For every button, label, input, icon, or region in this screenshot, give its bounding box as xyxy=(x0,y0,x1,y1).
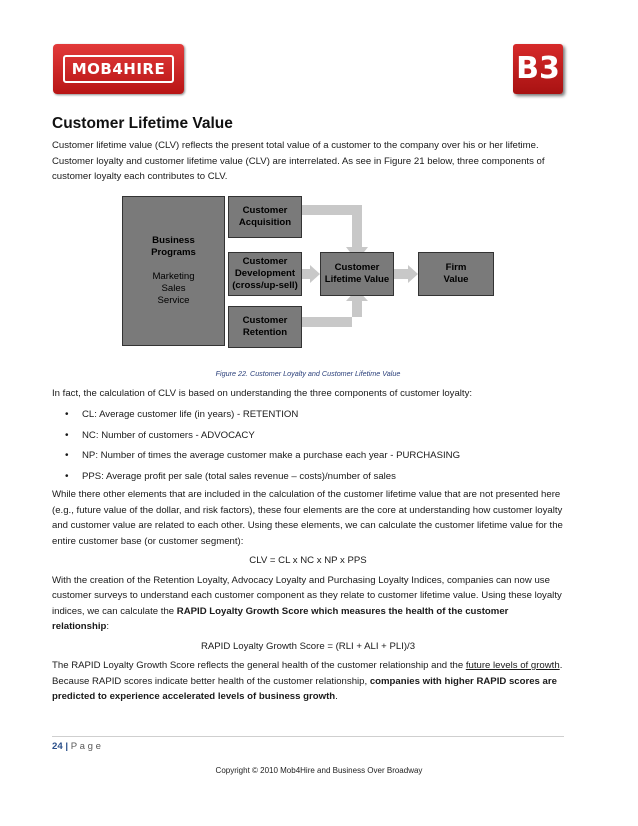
rapid-end: . xyxy=(335,691,338,702)
elements-paragraph: While there other elements that are included in the calculation of the customer lifetime value that are not presented here (e.g., future value of the dollar, and risk factors), these four elements are the core at understanding how customer loyalty and customer value are related to each other. Using these elements, we can calculate the customer lifetime value for the entire customer base (or customer segment): xyxy=(52,489,563,547)
list-item: • CL: Average customer life (in years) - RETENTION xyxy=(82,405,564,426)
list-item: • NC: Number of customers - ADVOCACY xyxy=(82,426,564,447)
copyright-text: Copyright © 2010 Mob4Hire and Business Over Broadway xyxy=(215,766,423,775)
figure-caption: Figure 22. Customer Loyalty and Customer Lifetime Value xyxy=(215,368,401,378)
list-item: • PPS: Average profit per sale (total sales revenue – costs)/number of sales xyxy=(82,467,564,488)
page-word: P a g e xyxy=(70,741,101,752)
firm-value-label: Firm Value xyxy=(443,261,469,285)
b3-logo xyxy=(513,44,563,94)
customer-development-label: Customer Development (cross/up-sell) xyxy=(232,255,298,291)
customer-retention-label: Customer Retention xyxy=(242,314,288,338)
rapid-formula: RAPID Loyalty Growth Score = (RLI + ALI + PLI)/3 xyxy=(200,640,416,652)
clv-intro-paragraph: In fact, the calculation of CLV is based on understanding the three components of customer loyalty: xyxy=(52,387,473,399)
b3-logo-text: B3 xyxy=(516,51,560,86)
rapid-text: The RAPID Loyalty Growth Score reflects the general health of the customer relationship and the xyxy=(52,660,466,671)
clv-formula: CLV = CL x NC x NP x PPS xyxy=(249,555,367,566)
list-item: • NP: Number of times the average customer make a purchase each year - PURCHASING xyxy=(82,446,564,467)
business-item-service: Service xyxy=(157,294,190,306)
clv-label: Customer Lifetime Value xyxy=(324,261,390,285)
rapid-text-2: . Because RAPID scores indicate better health of the customer relationship, xyxy=(52,660,563,687)
rapid-bold-text: companies with higher RAPID scores are predicted to experience accelerated levels of business growth xyxy=(52,675,557,702)
customer-acquisition-label: Customer Acquisition xyxy=(238,204,292,228)
customer-development-box xyxy=(228,252,302,296)
loyalty-components-list xyxy=(52,405,564,487)
indices-end: : xyxy=(106,621,110,632)
business-programs-title: Business Programs xyxy=(151,234,196,258)
business-programs-box xyxy=(122,196,225,346)
indices-text: With the creation of the Retention Loyalty, Advocacy Loyalty and Purchasing Loyalty Indices, companies can now use customer surveys to understand each customer component as they relate to customer lifetime value. Using these loyalty indices, we can calculate the xyxy=(52,574,562,617)
page-number: 24 xyxy=(52,741,63,752)
intro-paragraph: Customer lifetime value (CLV) reflects the present total value of a customer to the company over his or her lifetime. Customer loyalty and customer lifetime value (CLV) are interrelated. As see in Figure 21 below, three components of customer loyalty each contributes to CLV. xyxy=(52,140,545,182)
mob4hire-logo xyxy=(53,44,184,94)
page-number-footer xyxy=(52,741,101,752)
future-growth-text: future levels of growth xyxy=(465,660,560,671)
business-item-sales: Sales xyxy=(161,282,186,294)
mob4hire-logo-text: MOB4HIRE xyxy=(63,55,174,83)
business-item-marketing: Marketing xyxy=(152,270,195,282)
customer-acquisition-box xyxy=(228,196,302,238)
customer-retention-box xyxy=(228,306,302,348)
indices-paragraph xyxy=(52,573,564,635)
page-content xyxy=(52,115,564,709)
page-separator: | xyxy=(62,741,71,752)
clv-diagram xyxy=(52,189,564,367)
footer-divider xyxy=(52,736,564,737)
section-title: Customer Lifetime Value xyxy=(52,115,233,132)
firm-value-box xyxy=(418,252,494,296)
indices-bold-text: RAPID Loyalty Growth Score which measures the health of the customer relationship xyxy=(52,605,509,632)
rapid-paragraph xyxy=(52,658,564,705)
clv-box xyxy=(320,252,394,296)
